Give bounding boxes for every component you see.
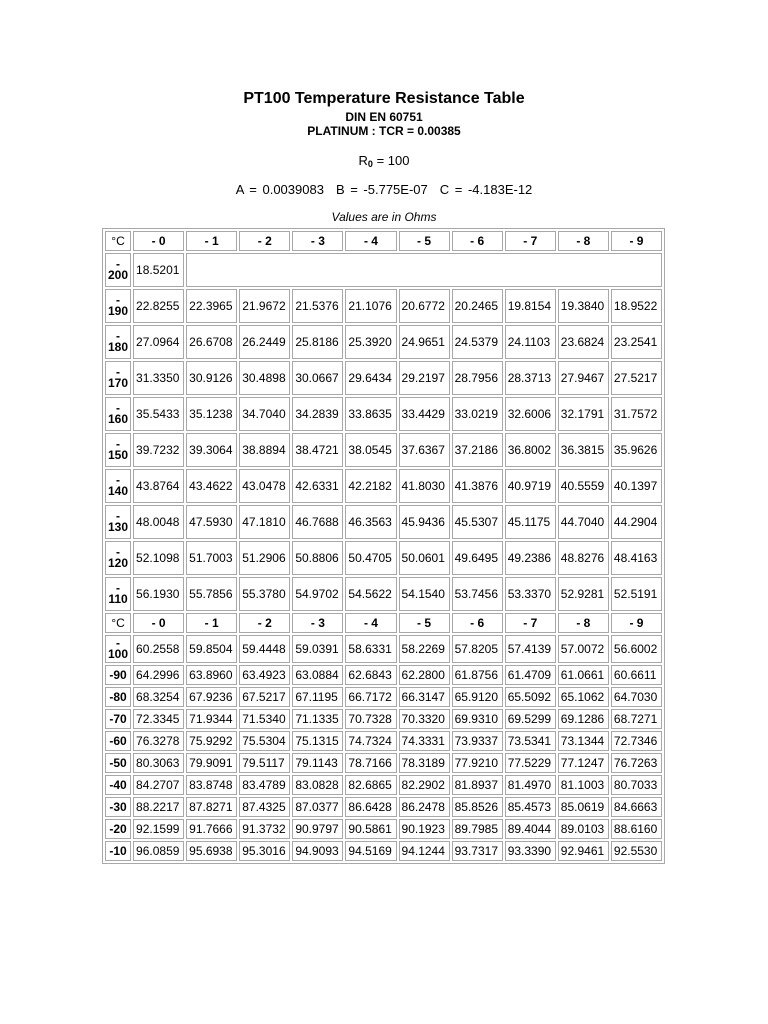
table-cell: 60.2558 (133, 635, 184, 663)
table-cell: 30.9126 (186, 361, 237, 395)
table-cell: 28.3713 (505, 361, 556, 395)
column-header: - 6 (452, 231, 503, 251)
table-cell: 77.9210 (452, 753, 503, 773)
coefficient-c: C = -4.183E-12 (439, 182, 533, 197)
table-cell: 37.6367 (399, 433, 450, 467)
table-cell: 66.3147 (399, 687, 450, 707)
table-cell: 45.9436 (399, 505, 450, 539)
column-header: - 8 (558, 231, 609, 251)
table-row (105, 361, 662, 395)
table-cell: 29.2197 (399, 361, 450, 395)
table-cell: 83.0828 (292, 775, 343, 795)
table-cell: 87.8271 (186, 797, 237, 817)
table-cell: 50.8806 (292, 541, 343, 575)
table-cell: 95.3016 (239, 841, 290, 861)
table-cell: 71.9344 (186, 709, 237, 729)
table-cell: 93.3390 (505, 841, 556, 861)
table-cell: 75.1315 (292, 731, 343, 751)
table-row (105, 505, 662, 539)
table-row (105, 541, 662, 575)
table-cell: 49.6495 (452, 541, 503, 575)
column-header: - 7 (505, 613, 556, 633)
table-cell: 77.1247 (558, 753, 609, 773)
table-cell: 36.3815 (558, 433, 609, 467)
table-cell: 43.8764 (133, 469, 184, 503)
table-cell: 57.8205 (452, 635, 503, 663)
row-label: -20 (105, 819, 131, 839)
table-cell: 74.3331 (399, 731, 450, 751)
table-cell: 30.0667 (292, 361, 343, 395)
table-row (105, 819, 662, 839)
table-cell: 20.2465 (452, 289, 503, 323)
table-cell: 47.5930 (186, 505, 237, 539)
table-cell: 38.8894 (239, 433, 290, 467)
r0-symbol: R (358, 153, 368, 168)
table-cell: 40.5559 (558, 469, 609, 503)
table-cell: 50.4705 (345, 541, 396, 575)
table-cell: 89.4044 (505, 819, 556, 839)
row-label: -80 (105, 687, 131, 707)
table-cell: 89.7985 (452, 819, 503, 839)
column-header: - 3 (292, 613, 343, 633)
row-label: -90 (105, 665, 131, 685)
table-cell: 51.2906 (239, 541, 290, 575)
table-cell: 36.8002 (505, 433, 556, 467)
table-row (105, 325, 662, 359)
table-cell: 48.8276 (558, 541, 609, 575)
table-row (105, 577, 662, 611)
column-header: - 4 (345, 231, 396, 251)
table-cell: 58.6331 (345, 635, 396, 663)
header-row-top (105, 231, 662, 251)
row-label: -10 (105, 841, 131, 861)
table-cell: 48.0048 (133, 505, 184, 539)
table-cell: 90.9797 (292, 819, 343, 839)
table-cell: 69.5299 (505, 709, 556, 729)
table-cell: 78.3189 (399, 753, 450, 773)
table-cell: 91.3732 (239, 819, 290, 839)
table-cell: 63.4923 (239, 665, 290, 685)
column-header: - 2 (239, 231, 290, 251)
table-cell: 78.7166 (345, 753, 396, 773)
resistance-table (102, 228, 665, 864)
table-row (105, 841, 662, 861)
row-label-number: 170 (108, 375, 129, 390)
table-cell: 41.3876 (452, 469, 503, 503)
table-cell: 51.7003 (186, 541, 237, 575)
table-cell: 87.0377 (292, 797, 343, 817)
row-label (105, 541, 131, 575)
table-row (105, 289, 662, 323)
table-cell: 47.1810 (239, 505, 290, 539)
table-cell: 57.0072 (558, 635, 609, 663)
coefficient-b: B = -5.775E-07 (335, 182, 428, 197)
row-label-sign: - (116, 364, 121, 379)
table-cell: 27.9467 (558, 361, 609, 395)
row-label (105, 325, 131, 359)
table-cell: 62.6843 (345, 665, 396, 685)
table-cell: 22.8255 (133, 289, 184, 323)
table-cell: 25.8186 (292, 325, 343, 359)
table-cell: 27.5217 (611, 361, 662, 395)
table-row (105, 635, 662, 663)
table-cell: 80.7033 (611, 775, 662, 795)
table-cell: 87.4325 (239, 797, 290, 817)
table-cell: 32.6006 (505, 397, 556, 431)
coefficients-line (0, 182, 768, 198)
table-cell: 84.2707 (133, 775, 184, 795)
table-cell: 48.4163 (611, 541, 662, 575)
table-cell: 18.5201 (133, 253, 184, 287)
row-label-sign: - (116, 292, 121, 307)
table-cell: 46.3563 (345, 505, 396, 539)
column-header: - 2 (239, 613, 290, 633)
table-cell: 52.1098 (133, 541, 184, 575)
table-cell: 65.9120 (452, 687, 503, 707)
table-cell: 91.7666 (186, 819, 237, 839)
table-cell: 79.9091 (186, 753, 237, 773)
table-cell: 65.5092 (505, 687, 556, 707)
table-cell: 86.6428 (345, 797, 396, 817)
row-label-sign: - (116, 635, 121, 650)
table-cell: 31.7572 (611, 397, 662, 431)
table-cell: 85.8526 (452, 797, 503, 817)
column-header: - 8 (558, 613, 609, 633)
table-cell: 38.0545 (345, 433, 396, 467)
table-cell: 52.5191 (611, 577, 662, 611)
table-cell: 24.9651 (399, 325, 450, 359)
table-cell: 72.3345 (133, 709, 184, 729)
table-row (105, 775, 662, 795)
table-cell: 35.1238 (186, 397, 237, 431)
row-label-number: 190 (108, 303, 129, 318)
column-header: - 1 (186, 231, 237, 251)
table-cell: 81.8937 (452, 775, 503, 795)
row-label-number: 100 (108, 646, 129, 661)
column-header-unit: °C (105, 613, 131, 633)
table-cell: 19.8154 (505, 289, 556, 323)
column-header: - 7 (505, 231, 556, 251)
table-cell: 56.6002 (611, 635, 662, 663)
table-cell: 53.7456 (452, 577, 503, 611)
column-header: - 5 (399, 613, 450, 633)
table-cell: 54.5622 (345, 577, 396, 611)
row-label: -30 (105, 797, 131, 817)
row-label-number: 150 (108, 447, 129, 462)
row-label-number: 140 (108, 483, 129, 498)
table-cell: 93.7317 (452, 841, 503, 861)
tcr-label: PLATINUM : TCR = 0.00385 (307, 124, 461, 138)
table-cell: 59.4448 (239, 635, 290, 663)
column-header: - 9 (611, 231, 662, 251)
row-label (105, 635, 131, 663)
column-header: - 5 (399, 231, 450, 251)
table-cell: 64.2996 (133, 665, 184, 685)
table-cell: 75.5304 (239, 731, 290, 751)
table-cell: 42.6331 (292, 469, 343, 503)
table-cell: 75.9292 (186, 731, 237, 751)
table-row (105, 469, 662, 503)
table-cell: 50.0601 (399, 541, 450, 575)
page-title: PT100 Temperature Resistance Table (243, 90, 525, 107)
table-cell: 88.2217 (133, 797, 184, 817)
table-cell: 18.9522 (611, 289, 662, 323)
table-cell: 89.0103 (558, 819, 609, 839)
table-cell: 76.7263 (611, 753, 662, 773)
table-cell: 83.4789 (239, 775, 290, 795)
row-label: -40 (105, 775, 131, 795)
table-cell: 96.0859 (133, 841, 184, 861)
table-row (105, 253, 662, 287)
row-label-number: 120 (108, 555, 129, 570)
table-cell: 90.5861 (345, 819, 396, 839)
table-cell: 45.5307 (452, 505, 503, 539)
table-cell: 32.1791 (558, 397, 609, 431)
table-cell: 92.5530 (611, 841, 662, 861)
row-label (105, 361, 131, 395)
table-cell: 40.9719 (505, 469, 556, 503)
table-cell: 69.9310 (452, 709, 503, 729)
table-cell: 39.7232 (133, 433, 184, 467)
table-cell: 83.8748 (186, 775, 237, 795)
table-cell: 26.6708 (186, 325, 237, 359)
table-cell: 62.2800 (399, 665, 450, 685)
table-cell: 33.8635 (345, 397, 396, 431)
row-label-sign: - (116, 436, 121, 451)
table-cell: 76.3278 (133, 731, 184, 751)
table-cell: 82.6865 (345, 775, 396, 795)
row-label-sign: - (116, 400, 121, 415)
table-cell: 35.5433 (133, 397, 184, 431)
table-cell: 73.1344 (558, 731, 609, 751)
table-cell: 61.8756 (452, 665, 503, 685)
coefficient-a: A = 0.0039083 (235, 182, 324, 197)
table-cell: 79.1143 (292, 753, 343, 773)
table-cell: 94.1244 (399, 841, 450, 861)
table-row (105, 753, 662, 773)
table-cell: 24.1103 (505, 325, 556, 359)
row-label (105, 577, 131, 611)
table-cell: 49.2386 (505, 541, 556, 575)
table-cell: 21.1076 (345, 289, 396, 323)
table-cell: 77.5229 (505, 753, 556, 773)
table-cell: 92.1599 (133, 819, 184, 839)
row-label (105, 505, 131, 539)
table-cell: 73.9337 (452, 731, 503, 751)
table-row (105, 687, 662, 707)
row-label-number: 160 (108, 411, 129, 426)
table-cell: 64.7030 (611, 687, 662, 707)
table-cell: 94.5169 (345, 841, 396, 861)
table-cell: 30.4898 (239, 361, 290, 395)
table-cell: 82.2902 (399, 775, 450, 795)
units-note: Values are in Ohms (331, 210, 437, 224)
table-cell: 70.7328 (345, 709, 396, 729)
table-cell: 85.4573 (505, 797, 556, 817)
standard-label: DIN EN 60751 (345, 110, 423, 124)
column-header: - 0 (133, 613, 184, 633)
table-cell: 61.0661 (558, 665, 609, 685)
table-cell: 85.0619 (558, 797, 609, 817)
table-cell: 95.6938 (186, 841, 237, 861)
table-cell: 67.5217 (239, 687, 290, 707)
column-header: - 4 (345, 613, 396, 633)
table-cell: 43.4622 (186, 469, 237, 503)
row-label (105, 289, 131, 323)
table-cell: 40.1397 (611, 469, 662, 503)
table-cell: 58.2269 (399, 635, 450, 663)
table-cell: 61.4709 (505, 665, 556, 685)
table-cell: 33.0219 (452, 397, 503, 431)
table-cell: 38.4721 (292, 433, 343, 467)
table-cell: 26.2449 (239, 325, 290, 359)
table-cell: 68.7271 (611, 709, 662, 729)
table-cell: 55.3780 (239, 577, 290, 611)
table-cell: 92.9461 (558, 841, 609, 861)
table-cell: 55.7856 (186, 577, 237, 611)
table-cell: 25.3920 (345, 325, 396, 359)
table-cell: 27.0964 (133, 325, 184, 359)
table-cell: 68.3254 (133, 687, 184, 707)
row-label-number: 130 (108, 519, 129, 534)
table-cell: 81.4970 (505, 775, 556, 795)
column-header: - 9 (611, 613, 662, 633)
row-label-sign: - (116, 580, 121, 595)
row-label (105, 397, 131, 431)
table-cell: 34.7040 (239, 397, 290, 431)
table-cell: 24.5379 (452, 325, 503, 359)
table-row (105, 797, 662, 817)
row-label-number: 110 (108, 591, 128, 606)
table-cell: 71.1335 (292, 709, 343, 729)
table-cell: 63.0884 (292, 665, 343, 685)
table-cell: 23.6824 (558, 325, 609, 359)
row-label-number: 200 (108, 267, 129, 282)
table-cell: 41.8030 (399, 469, 450, 503)
table-cell: 84.6663 (611, 797, 662, 817)
table-cell: 44.7040 (558, 505, 609, 539)
table-cell: 94.9093 (292, 841, 343, 861)
table-cell: 54.1540 (399, 577, 450, 611)
table-cell: 86.2478 (399, 797, 450, 817)
table-cell: 34.2839 (292, 397, 343, 431)
row-label-sign: - (116, 328, 121, 343)
table-cell: 73.5341 (505, 731, 556, 751)
row-label: -50 (105, 753, 131, 773)
column-header: - 6 (452, 613, 503, 633)
table-cell: 71.5340 (239, 709, 290, 729)
r0-line (0, 153, 768, 172)
table-cell: 31.3350 (133, 361, 184, 395)
table-cell: 22.3965 (186, 289, 237, 323)
table-cell: 23.2541 (611, 325, 662, 359)
table-cell: 69.1286 (558, 709, 609, 729)
table-cell: 72.7346 (611, 731, 662, 751)
table-cell: 44.2904 (611, 505, 662, 539)
table-row (105, 433, 662, 467)
row-label-sign: - (116, 544, 121, 559)
row-label-number: 180 (108, 339, 129, 354)
table-cell: 42.2182 (345, 469, 396, 503)
row-label (105, 253, 131, 287)
table-cell: 33.4429 (399, 397, 450, 431)
table-cell: 59.0391 (292, 635, 343, 663)
table-cell: 60.6611 (611, 665, 662, 685)
table-cell: 70.3320 (399, 709, 450, 729)
row-label (105, 433, 131, 467)
table-cell: 54.9702 (292, 577, 343, 611)
table-cell: 52.9281 (558, 577, 609, 611)
r0-value: = 100 (376, 153, 410, 168)
table-cell: 35.9626 (611, 433, 662, 467)
row-label-sign: - (116, 256, 121, 271)
r0-subscript: 0 (367, 159, 373, 169)
table-row (105, 709, 662, 729)
row-label (105, 469, 131, 503)
table-cell: 88.6160 (611, 819, 662, 839)
table-cell: 81.1003 (558, 775, 609, 795)
row-label-sign: - (116, 472, 121, 487)
table-cell: 20.6772 (399, 289, 450, 323)
column-header-unit: °C (105, 231, 131, 251)
table-row (105, 731, 662, 751)
table-cell: 90.1923 (399, 819, 450, 839)
table-cell: 29.6434 (345, 361, 396, 395)
header-row-bottom (105, 613, 662, 633)
row-label-sign: - (116, 508, 121, 523)
column-header: - 0 (133, 231, 184, 251)
table-cell: 46.7688 (292, 505, 343, 539)
table-cell: 21.5376 (292, 289, 343, 323)
column-header: - 3 (292, 231, 343, 251)
table-cell: 19.3840 (558, 289, 609, 323)
table-cell: 79.5117 (239, 753, 290, 773)
table-cell: 74.7324 (345, 731, 396, 751)
table-cell: 57.4139 (505, 635, 556, 663)
table-cell: 28.7956 (452, 361, 503, 395)
table-cell: 66.7172 (345, 687, 396, 707)
row-label: -60 (105, 731, 131, 751)
table-cell: 45.1175 (505, 505, 556, 539)
table-cell: 67.1195 (292, 687, 343, 707)
empty-cell (186, 253, 662, 287)
row-label: -70 (105, 709, 131, 729)
table-cell: 39.3064 (186, 433, 237, 467)
table-cell: 59.8504 (186, 635, 237, 663)
table-cell: 80.3063 (133, 753, 184, 773)
table-cell: 65.1062 (558, 687, 609, 707)
column-header: - 1 (186, 613, 237, 633)
table-cell: 53.3370 (505, 577, 556, 611)
table-row (105, 665, 662, 685)
table-cell: 63.8960 (186, 665, 237, 685)
table-cell: 21.9672 (239, 289, 290, 323)
table-cell: 37.2186 (452, 433, 503, 467)
table-cell: 67.9236 (186, 687, 237, 707)
table-cell: 56.1930 (133, 577, 184, 611)
table-cell: 43.0478 (239, 469, 290, 503)
table-row (105, 397, 662, 431)
